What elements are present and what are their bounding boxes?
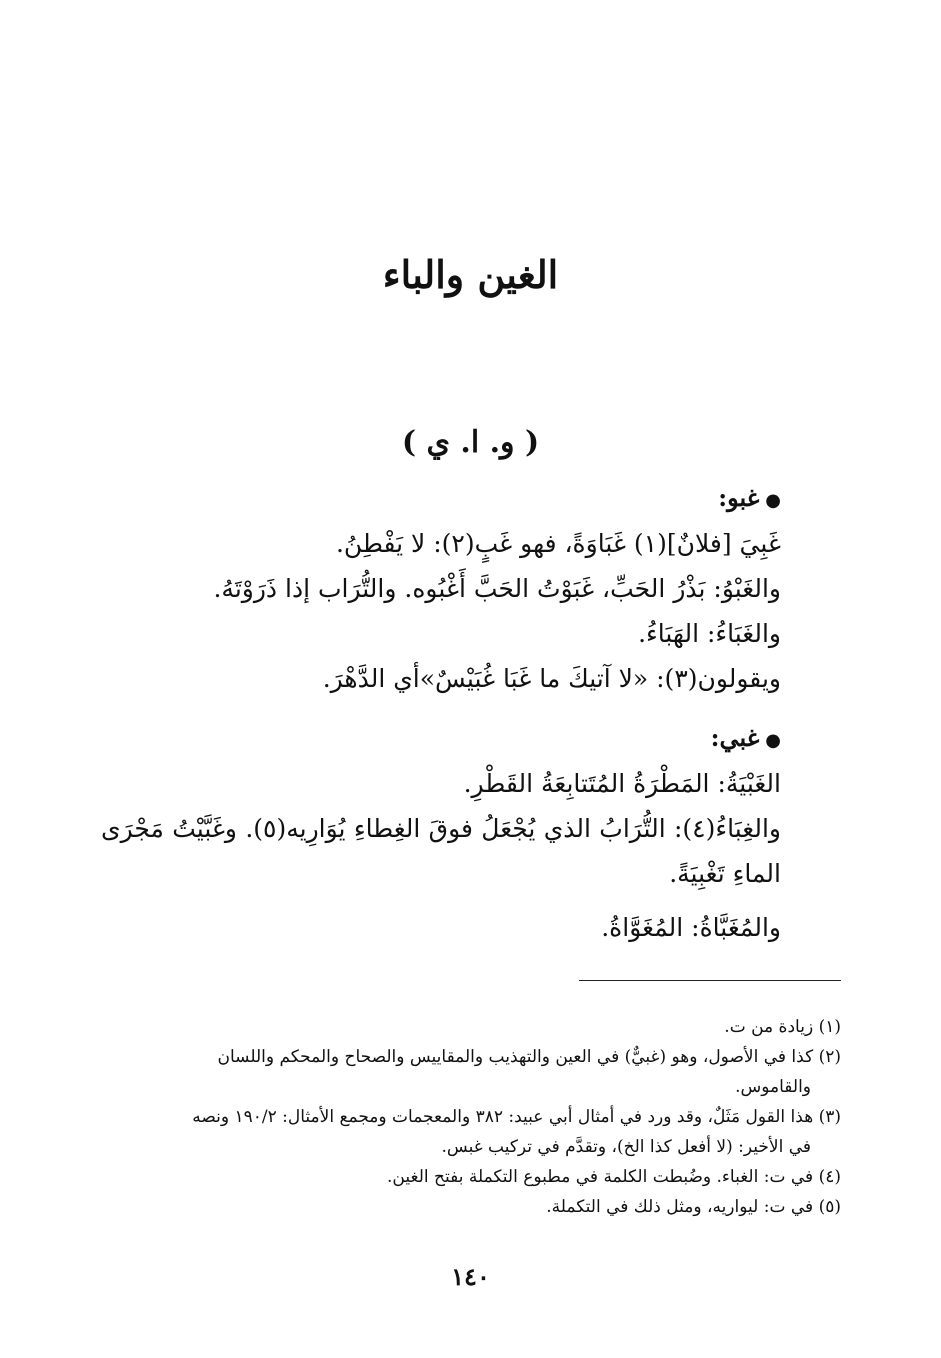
footnote bbox=[106, 1162, 841, 1192]
entry-line: ويقولون(٣): «لا آتيكَ ما غَبَا غُبَيْسٌ»أي الدَّهْرَ. bbox=[322, 664, 781, 693]
bullet-icon: ● bbox=[765, 490, 781, 511]
entry-line: والغَبْوُ: بَذْرُ الحَبِّ، غَبَوْتُ الحَبَّ أَغْبُوه. والتُّرَاب إذا ذَرَوْتَهُ. bbox=[213, 574, 781, 603]
footnotes bbox=[106, 1012, 841, 1222]
entry-line: الغَبْيَةُ: المَطْرَةُ المُتَتابِعَةُ القَطْرِ. bbox=[463, 769, 781, 798]
entry-line: والغَبَاءُ: الهَبَاءُ. bbox=[638, 619, 781, 648]
footnote-number: (٢) bbox=[818, 1047, 841, 1067]
chapter-title: الغين والباء bbox=[382, 252, 559, 297]
footnote-separator bbox=[579, 980, 841, 981]
entry-headword: غبو: bbox=[718, 483, 760, 512]
footnote-text: كذا في الأصول، وهو (غبيٌّ) في العين والتهذيب والمقاييس والصحاح والمحكم واللسان bbox=[217, 1047, 814, 1067]
entry-headword: غبي: bbox=[710, 723, 760, 752]
entry-line: والغِبَاءُ(٤): التُّرَابُ الذي يُجْعَلُ فوقَ الغِطاءِ يُوَارِيه(٥). وغَبَّيْتُ مَجْرَى الماءِ تَغْبِيَةً. bbox=[101, 814, 781, 888]
entry-line: والمُغَبَّاةُ: المُغَوَّاةُ. bbox=[601, 913, 781, 942]
bullet-icon: ● bbox=[765, 730, 781, 751]
footnote-text: هذا القول مَثَلٌ، وقد ورد في أمثال أبي عبيد: ٣٨٢ والمعجمات ومجمع الأمثال: ١٩٠/٢ ونصه bbox=[192, 1107, 814, 1127]
footnote bbox=[106, 1042, 841, 1102]
footnote bbox=[106, 1012, 841, 1042]
footnote bbox=[106, 1102, 841, 1162]
footnote-number: (١) bbox=[818, 1017, 841, 1037]
footnote-text: زيادة من ت. bbox=[724, 1017, 814, 1037]
footnote-number: (٤) bbox=[818, 1167, 841, 1187]
entry-ghby bbox=[91, 718, 781, 896]
footnote-number: (٣) bbox=[818, 1107, 841, 1127]
root-heading: ( و. ا. ي ) bbox=[401, 425, 540, 460]
entry-heading bbox=[91, 718, 781, 761]
footnote bbox=[106, 1192, 841, 1222]
entry-heading bbox=[91, 478, 781, 521]
entry-ghbw bbox=[91, 478, 781, 701]
footnote-number: (٥) bbox=[818, 1197, 841, 1217]
footnote-text: في ت: الغباء. وضُبطت الكلمة في مطبوع التكملة بفتح الغين. bbox=[387, 1167, 814, 1187]
footnote-text: في ت: ليواريه، ومثل ذلك في التكملة. bbox=[546, 1197, 814, 1217]
footnote-continuation: في الأخير: (لا أفعل كذا الخ)، وتقدَّم في تركيب غبس. bbox=[441, 1137, 811, 1157]
page-number: ١٤٠ bbox=[451, 1262, 490, 1291]
footnote-continuation: والقاموس. bbox=[735, 1077, 811, 1097]
entry-line: غَبِيَ [فلانٌ](١) غَبَاوَةً، فهو غَبٍ(٢): لا يَفْطِنُ. bbox=[335, 529, 781, 558]
